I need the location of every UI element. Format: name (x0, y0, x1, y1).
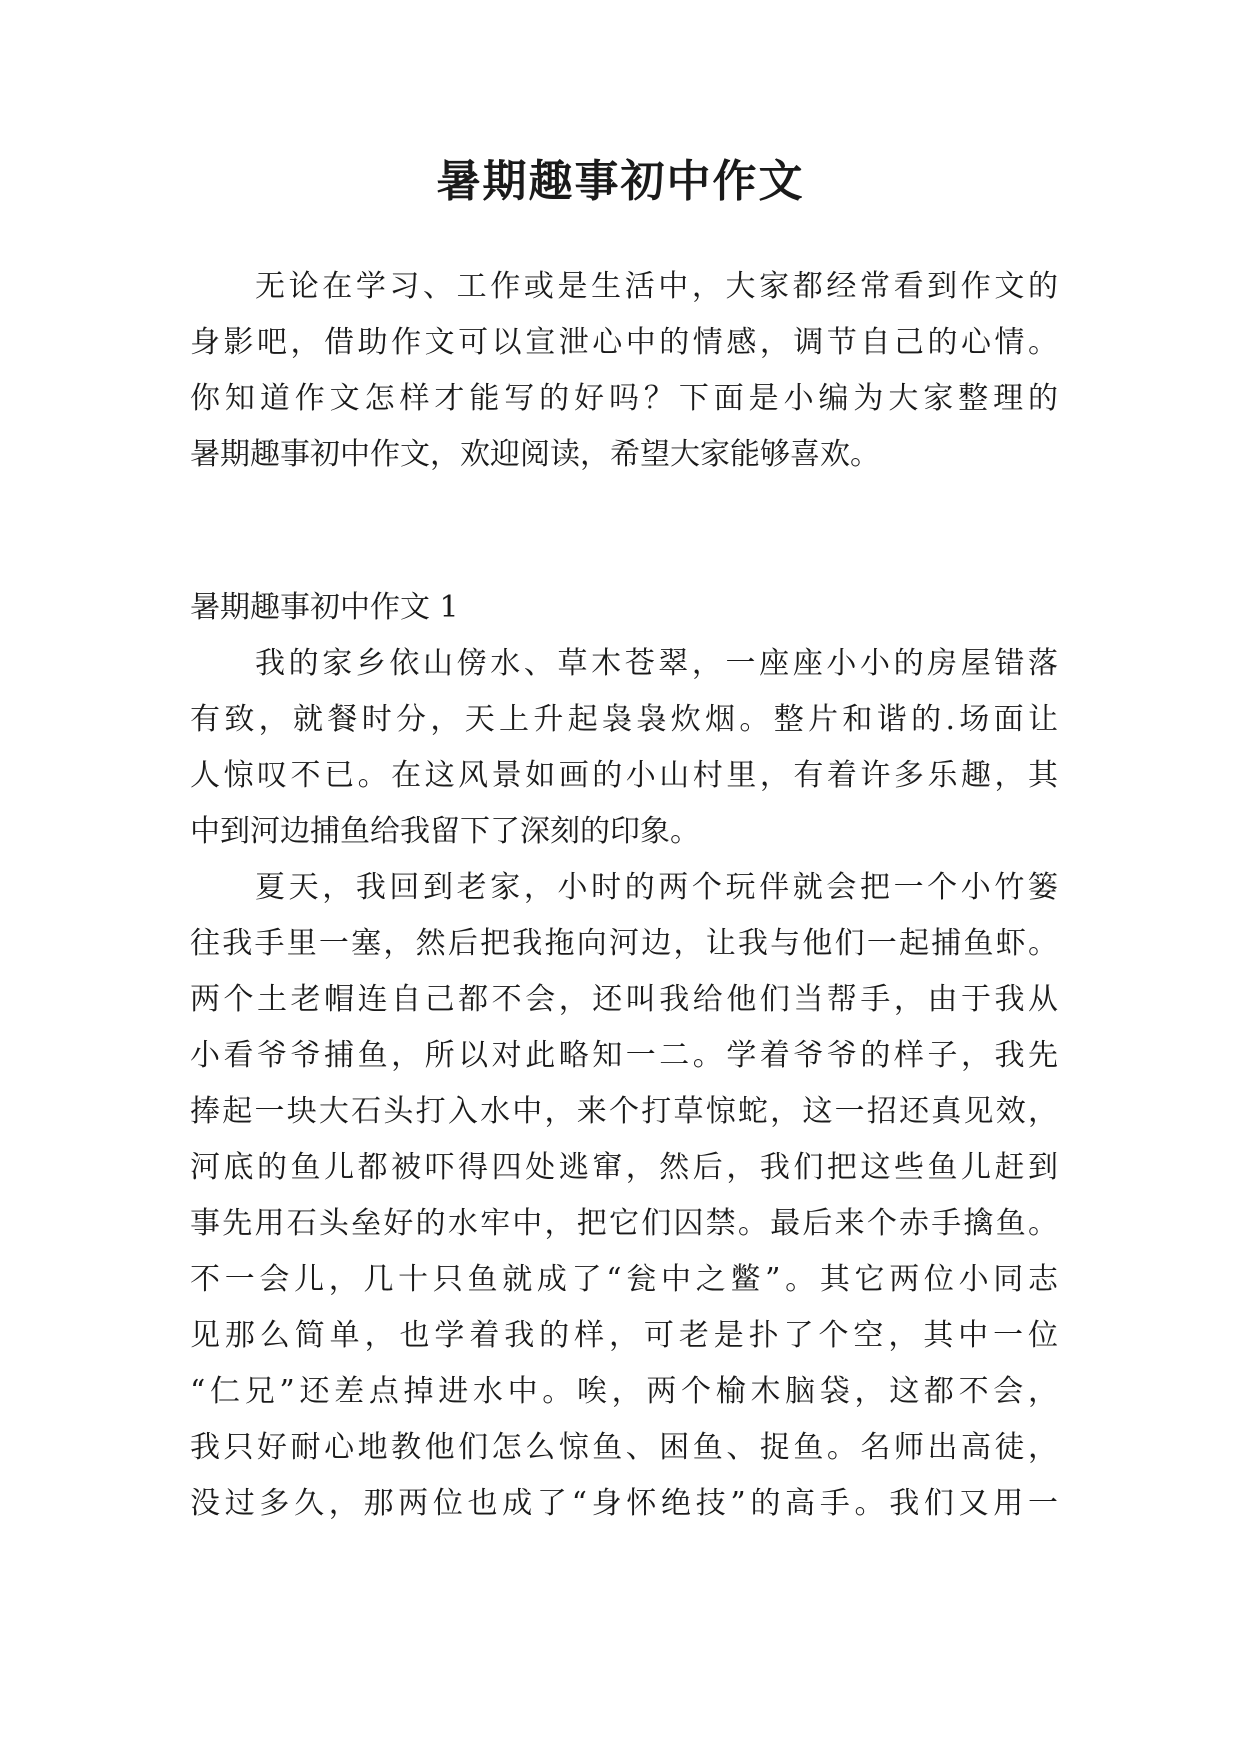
paragraph2-line-1: 夏天，我回到老家，小时的两个玩伴就会把一个小竹篓 (255, 870, 1058, 905)
paragraph2-line-2: 往我手里一塞，然后把我拖向河边，让我与他们一起捕鱼虾。 (190, 926, 1058, 961)
paragraph2-line-6: 河底的鱼儿都被吓得四处逃窜，然后，我们把这些鱼儿赶到 (190, 1150, 1058, 1185)
paragraph1-line-2: 有致，就餐时分，天上升起袅袅炊烟。整片和谐的.场面让 (190, 702, 1058, 737)
paragraph2-line-3: 两个土老帽连自己都不会，还叫我给他们当帮手，由于我从 (190, 982, 1058, 1017)
paragraph2-line-4: 小看爷爷捕鱼，所以对此略知一二。学着爷爷的样子，我先 (190, 1038, 1058, 1073)
paragraph2-line-5: 捧起一块大石头打入水中，来个打草惊蛇，这一招还真见效， (190, 1094, 1058, 1129)
intro-line-2: 身影吧，借助作文可以宣泄心中的情感，调节自己的心情。 (190, 325, 1058, 360)
paragraph2-line-10: “仁兄”还差点掉进水中。唉，两个榆木脑袋，这都不会， (190, 1374, 1058, 1409)
paragraph2-line-7: 事先用石头垒好的水牢中，把它们囚禁。最后来个赤手擒鱼。 (190, 1206, 1058, 1241)
intro-line-4: 暑期趣事初中作文，欢迎阅读，希望大家能够喜欢。 (190, 437, 880, 472)
section-heading: 暑期趣事初中作文 1 (190, 590, 459, 625)
paragraph2-line-11: 我只好耐心地教他们怎么惊鱼、困鱼、捉鱼。名师出高徒， (190, 1430, 1058, 1465)
paragraph2-line-9: 见那么简单，也学着我的样，可老是扑了个空，其中一位 (190, 1318, 1058, 1353)
intro-line-3: 你知道作文怎样才能写的好吗？下面是小编为大家整理的 (190, 381, 1058, 416)
paragraph1-line-4: 中到河边捕鱼给我留下了深刻的印象。 (190, 814, 700, 849)
intro-line-1: 无论在学习、工作或是生活中，大家都经常看到作文的 (255, 269, 1058, 304)
document-title: 暑期趣事初中作文 (436, 156, 805, 207)
paragraph1-line-3: 人惊叹不已。在这风景如画的小山村里，有着许多乐趣，其 (190, 758, 1058, 793)
paragraph2-line-8: 不一会儿，几十只鱼就成了“瓮中之鳖”。其它两位小同志 (190, 1262, 1058, 1297)
paragraph1-line-1: 我的家乡依山傍水、草木苍翠，一座座小小的房屋错落 (255, 646, 1058, 681)
paragraph2-line-12: 没过多久，那两位也成了“身怀绝技”的高手。我们又用一 (190, 1486, 1058, 1521)
